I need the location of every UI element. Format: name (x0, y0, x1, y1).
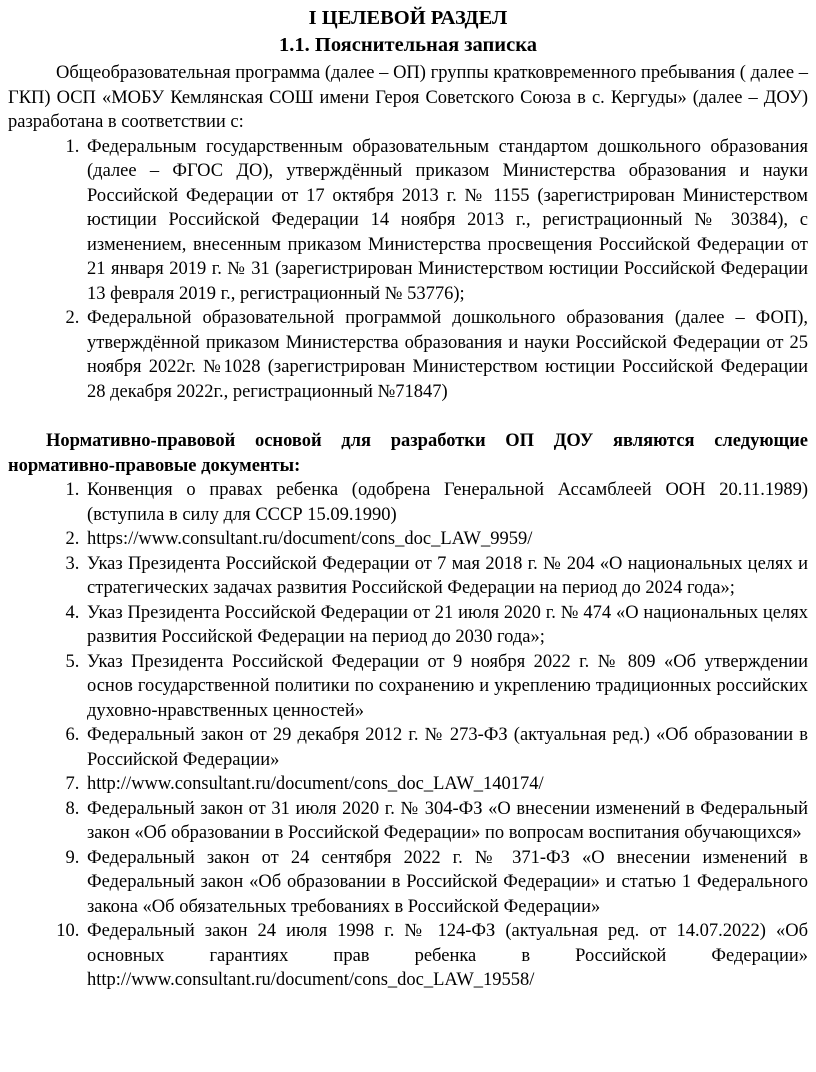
list-item: 9. Федеральный закон от 24 сентября 2022 г. № 371-ФЗ «О внесении изменений в Федеральный закон «Об образовании в Российской Федерации» и статью 1 Федерального закона «Об обязательных требованиях в Российской Федерации» (84, 846, 808, 920)
intro-paragraph: Общеобразовательная программа (далее – ОП) группы кратковременного пребывания ( далее – ГКП) ОСП «МОБУ Кемлянская СОШ имени Героя Советского Союза в с. Кергуды» (далее – ДОУ) разработана в соответствии с: (8, 63, 808, 132)
list-item: 4. Указ Президента Российской Федерации от 21 июля 2020 г. № 474 «О национальных целях развития Российской Федерации на период до 2030 года»; (84, 601, 808, 650)
list-item: 7. http://www.consultant.ru/document/cons_doc_LAW_140174/ (84, 772, 808, 797)
section-title: I ЦЕЛЕВОЙ РАЗДЕЛ (308, 7, 508, 29)
list-item: 1. Федеральным государственным образовательным стандартом дошкольного образования (далее – ФГОС ДО), утверждённый приказом Министерства образования и науки Российской Федерации от 17 октября 2013 г. № 1155 (зарегистрирован Министерством юстиции Российской Федерации 14 ноября 2013 г., регистрационный № 30384), с изменением, внесенным приказом Министерства просвещения Российской Федерации от 21 января 2019 г. № 31 (зарегистрирован Министерством юстиции Российской Федерации 13 февраля 2019 г., регистрационный № 53776); (84, 135, 808, 307)
list-item: 2. https://www.consultant.ru/document/cons_doc_LAW_9959/ (84, 527, 808, 552)
list-item: 8. Федеральный закон от 31 июля 2020 г. № 304-ФЗ «О внесении изменений в Федеральный закон «Об образовании в Российской Федерации» по вопросам воспитания обучающихся» (84, 797, 808, 846)
list-item: 10. Федеральный закон 24 июля 1998 г. № 124-ФЗ (актуальная ред. от 14.07.2022) «Об основных гарантиях прав ребенка в Российской Федерации» http://www.consultant.ru/document/cons_doc_LAW_19558/ (84, 919, 808, 993)
legal-basis-heading: Нормативно-правовой основой для разработки ОП ДОУ являются следующие нормативно-правовые документы: (8, 431, 808, 476)
subsection-title: 1.1. Пояснительная записка (279, 34, 537, 56)
list-item: 5. Указ Президента Российской Федерации от 9 ноября 2022 г. № 809 «Об утверждении основ государственной политики по сохранению и укреплению традиционных российских духовно-нравственных ценностей» (84, 650, 808, 724)
list-item: 3. Указ Президента Российской Федерации от 7 мая 2018 г. № 204 «О национальных целях и стратегических задачах развития Российской Федерации на период до 2024 года»; (84, 552, 808, 601)
list-item: 2. Федеральной образовательной программой дошкольного образования (далее – ФОП), утверждённой приказом Министерства образования и науки Российской Федерации от 25 ноября 2022г. №1028 (зарегистрирован Министерством юстиции Российской Федерации 28 декабря 2022г., регистрационный №71847) (84, 306, 808, 404)
compliance-list (8, 135, 808, 405)
list-item: 1. Конвенция о правах ребенка (одобрена Генеральной Ассамблеей ООН 20.11.1989) (вступила в силу для СССР 15.09.1990) (84, 478, 808, 527)
list-item: 6. Федеральный закон от 29 декабря 2012 г. № 273-ФЗ (актуальная ред.) «Об образовании в Российской Федерации» (84, 723, 808, 772)
legal-documents-list (8, 478, 808, 993)
